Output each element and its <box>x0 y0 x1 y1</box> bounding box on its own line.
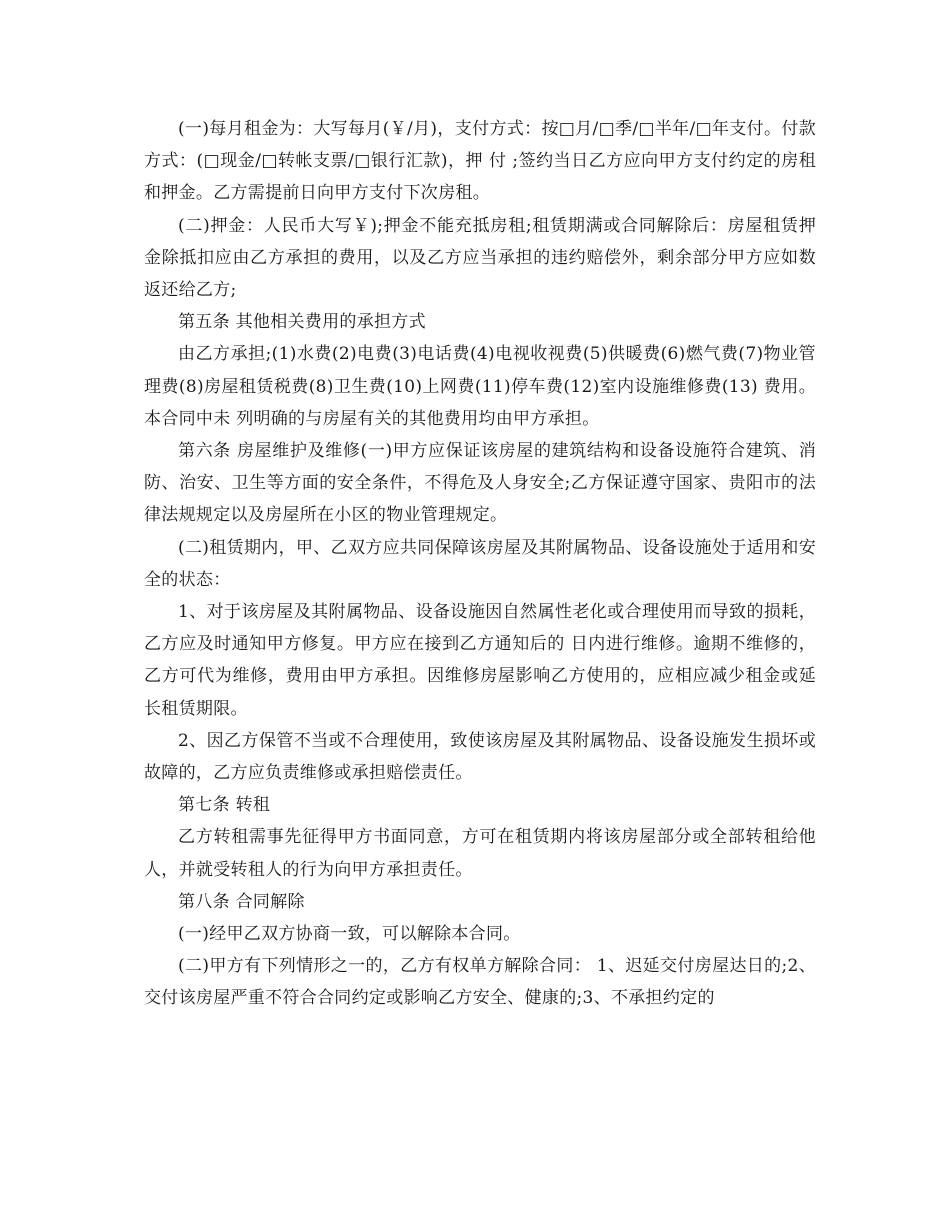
paragraph-fees: 由乙方承担;(1)水费(2)电费(3)电话费(4)电视收视费(5)供暖费(6)燃气费(7)物业管理费(8)房屋租赁税费(8)卫生费(10)上网费(11)停车费(12)室内设施维修费(13) 费用。本合同中未 列明确的与房屋有关的其他费用均由甲方承担。 <box>144 344 816 429</box>
paragraph-sublease: 乙方转租需事先征得甲方书面同意，方可在租赁期内将该房屋部分或全部转租给他人，并就受转租人的行为向甲方承担责任。 <box>144 827 816 880</box>
paragraph-maintenance-2: (二)租赁期内，甲、乙双方应共同保障该房屋及其附属物品、设备设施处于适用和安全的状态： <box>144 537 816 590</box>
paragraph-termination-1: (一)经甲乙双方协商一致，可以解除本合同。 <box>178 924 521 945</box>
document-body <box>144 113 816 1015</box>
paragraph-repair-1: 1、对于该房屋及其附属物品、设备设施因自然属性老化或合理使用而导致的损耗，乙方应及时通知甲方修复。甲方应在接到乙方通知后的 日内进行维修。逾期不维修的，乙方可代为维修，费用由甲方承担。因维修房屋影响乙方使用的，应相应减少租金或延长租赁期限。 <box>144 602 816 719</box>
heading-article-8: 第八条 合同解除 <box>178 891 305 912</box>
paragraph-article-6: 第六条 房屋维护及维修(一)甲方应保证该房屋的建筑结构和设备设施符合建筑、消防、治安、卫生等方面的安全条件，不得危及人身安全;乙方保证遵守国家、贵阳市的法律法规规定以及房屋所在小区的物业管理规定。 <box>144 441 816 526</box>
heading-article-7: 第七条 转租 <box>178 795 271 816</box>
paragraph-termination-2: (二)甲方有下列情形之一的，乙方有权单方解除合同： 1、迟延交付房屋达日的;2、交付该房屋严重不符合合同约定或影响乙方安全、健康的;3、不承担约定的 <box>144 956 816 1009</box>
paragraph-repair-2: 2、因乙方保管不当或不合理使用，致使该房屋及其附属物品、设备设施发生损坏或故障的，乙方应负责维修或承担赔偿责任。 <box>144 730 816 784</box>
paragraph-deposit: (二)押金：人民币大写￥);押金不能充抵房租;租赁期满或合同解除后：房屋租赁押金除抵扣应由乙方承担的费用，以及乙方应当承担的违约赔偿外，剩余部分甲方应如数返还给乙方; <box>144 215 816 301</box>
heading-article-5: 第五条 其他相关费用的承担方式 <box>178 312 426 333</box>
paragraph-monthly-rent: (一)每月租金为：大写每月(￥/月)，支付方式：按□月/□季/□半年/□年支付。付款方式：(□现金/□转帐支票/□银行汇款)，押 付 ;签约当日乙方应向甲方支付约定的房租和押金。乙方需提前日向甲方支付下次房租。 <box>144 119 816 204</box>
